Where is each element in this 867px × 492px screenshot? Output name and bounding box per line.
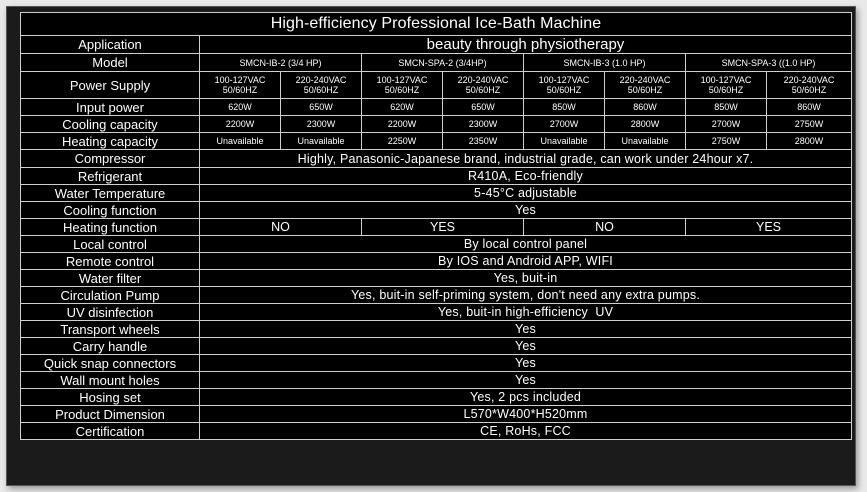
quick-snap-value: Yes xyxy=(200,355,852,372)
row-label: Wall mount holes xyxy=(21,372,200,389)
spec-table xyxy=(20,12,852,440)
cooling-capacity-cell: 2700W xyxy=(686,116,767,133)
voltage: 100-127VAC xyxy=(376,75,428,85)
title-row xyxy=(21,13,852,36)
heating-function-cell: NO xyxy=(524,219,686,236)
row-label: Cooling capacity xyxy=(21,116,200,133)
cooling-capacity-cell: 2300W xyxy=(443,116,524,133)
heating-capacity-cell: 2250W xyxy=(362,133,443,150)
heating-function-cell: YES xyxy=(686,219,852,236)
voltage: 220-240VAC xyxy=(457,75,509,85)
product-dimension-row xyxy=(21,406,852,423)
heating-capacity-row xyxy=(21,133,852,150)
row-label: Input power xyxy=(21,99,200,116)
cooling-function-row xyxy=(21,202,852,219)
remote-control-value: By IOS and Android APP, WIFI xyxy=(200,253,852,270)
power-supply-cell xyxy=(281,72,362,99)
cooling-capacity-cell: 2300W xyxy=(281,116,362,133)
heating-capacity-cell: Unavailable xyxy=(200,133,281,150)
voltage: 100-127VAC xyxy=(700,75,752,85)
row-label: Product Dimension xyxy=(21,406,200,423)
heating-capacity-cell: Unavailable xyxy=(524,133,605,150)
frequency: 50/60HZ xyxy=(384,85,420,95)
refrigerant-value: R410A, Eco-friendly xyxy=(200,168,852,185)
water-filter-row xyxy=(21,270,852,287)
heating-capacity-cell: 2800W xyxy=(767,133,852,150)
power-supply-row xyxy=(21,72,852,99)
model-cell: SMCN-IB-3 (1.0 HP) xyxy=(524,54,686,72)
input-power-cell: 650W xyxy=(443,99,524,116)
product-dimension-value: L570*W400*H520mm xyxy=(200,406,852,423)
cooling-capacity-cell: 2200W xyxy=(362,116,443,133)
application-value: beauty through physiotherapy xyxy=(200,36,852,54)
hosing-set-value: Yes, 2 pcs included xyxy=(200,389,852,406)
power-supply-cell xyxy=(443,72,524,99)
transport-wheels-value: Yes xyxy=(200,321,852,338)
power-supply-cell xyxy=(605,72,686,99)
remote-control-row xyxy=(21,253,852,270)
voltage: 220-240VAC xyxy=(295,75,347,85)
heating-capacity-cell: 2750W xyxy=(686,133,767,150)
cooling-capacity-cell: 2700W xyxy=(524,116,605,133)
heating-function-row xyxy=(21,219,852,236)
input-power-cell: 850W xyxy=(524,99,605,116)
row-label: Local control xyxy=(21,236,200,253)
cooling-function-value: Yes xyxy=(200,202,852,219)
application-row xyxy=(21,36,852,54)
input-power-cell: 860W xyxy=(605,99,686,116)
row-label: Water Temperature xyxy=(21,185,200,202)
compressor-value: Highly, Panasonic-Japanese brand, industrial grade, can work under 24hour x7. xyxy=(200,150,852,168)
row-label: Hosing set xyxy=(21,389,200,406)
row-label: Certification xyxy=(21,423,200,440)
uv-disinfection-value: Yes, buit-in high-efficiency UV xyxy=(200,304,852,321)
quick-snap-row xyxy=(21,355,852,372)
frequency: 50/60HZ xyxy=(222,85,258,95)
row-label: Remote control xyxy=(21,253,200,270)
wall-mount-value: Yes xyxy=(200,372,852,389)
row-label: Compressor xyxy=(21,150,200,168)
input-power-cell: 620W xyxy=(362,99,443,116)
uv-disinfection-row xyxy=(21,304,852,321)
row-label: Refrigerant xyxy=(21,168,200,185)
transport-wheels-row xyxy=(21,321,852,338)
frequency: 50/60HZ xyxy=(303,85,339,95)
voltage: 220-240VAC xyxy=(619,75,671,85)
heating-capacity-cell: Unavailable xyxy=(281,133,362,150)
heating-function-cell: NO xyxy=(200,219,362,236)
water-temperature-row xyxy=(21,185,852,202)
circulation-pump-value: Yes, buit-in self-priming system, don't need any extra pumps. xyxy=(200,287,852,304)
row-label: UV disinfection xyxy=(21,304,200,321)
heating-capacity-cell: Unavailable xyxy=(605,133,686,150)
input-power-cell: 850W xyxy=(686,99,767,116)
input-power-cell: 620W xyxy=(200,99,281,116)
frequency: 50/60HZ xyxy=(627,85,663,95)
voltage: 220-240VAC xyxy=(783,75,835,85)
frequency: 50/60HZ xyxy=(708,85,744,95)
row-label: Quick snap connectors xyxy=(21,355,200,372)
power-supply-cell xyxy=(524,72,605,99)
input-power-row xyxy=(21,99,852,116)
row-label: Water filter xyxy=(21,270,200,287)
row-label: Power Supply xyxy=(21,72,200,99)
cooling-capacity-cell: 2200W xyxy=(200,116,281,133)
row-label: Heating function xyxy=(21,219,200,236)
row-label: Cooling function xyxy=(21,202,200,219)
water-filter-value: Yes, buit-in xyxy=(200,270,852,287)
voltage: 100-127VAC xyxy=(538,75,590,85)
cooling-capacity-row xyxy=(21,116,852,133)
power-supply-cell xyxy=(200,72,281,99)
input-power-cell: 650W xyxy=(281,99,362,116)
model-row xyxy=(21,54,852,72)
row-label: Heating capacity xyxy=(21,133,200,150)
row-label: Transport wheels xyxy=(21,321,200,338)
input-power-cell: 860W xyxy=(767,99,852,116)
model-cell: SMCN-SPA-3 ((1.0 HP) xyxy=(686,54,852,72)
model-cell: SMCN-SPA-2 (3/4HP) xyxy=(362,54,524,72)
spec-sheet-frame xyxy=(6,6,856,486)
water-temperature-value: 5-45°C adjustable xyxy=(200,185,852,202)
certification-value: CE, RoHs, FCC xyxy=(200,423,852,440)
power-supply-cell xyxy=(767,72,852,99)
cooling-capacity-cell: 2800W xyxy=(605,116,686,133)
voltage: 100-127VAC xyxy=(214,75,266,85)
frequency: 50/60HZ xyxy=(791,85,827,95)
refrigerant-row xyxy=(21,168,852,185)
compressor-row xyxy=(21,150,852,168)
circulation-pump-row xyxy=(21,287,852,304)
row-label: Circulation Pump xyxy=(21,287,200,304)
cooling-capacity-cell: 2750W xyxy=(767,116,852,133)
frequency: 50/60HZ xyxy=(465,85,501,95)
local-control-value: By local control panel xyxy=(200,236,852,253)
power-supply-cell xyxy=(362,72,443,99)
power-supply-cell xyxy=(686,72,767,99)
row-label: Carry handle xyxy=(21,338,200,355)
carry-handle-row xyxy=(21,338,852,355)
local-control-row xyxy=(21,236,852,253)
frequency: 50/60HZ xyxy=(546,85,582,95)
table-title: High-efficiency Professional Ice-Bath Machine xyxy=(21,13,852,36)
model-cell: SMCN-IB-2 (3/4 HP) xyxy=(200,54,362,72)
certification-row xyxy=(21,423,852,440)
heating-function-cell: YES xyxy=(362,219,524,236)
wall-mount-row xyxy=(21,372,852,389)
hosing-set-row xyxy=(21,389,852,406)
heating-capacity-cell: 2350W xyxy=(443,133,524,150)
row-label: Application xyxy=(21,36,200,54)
carry-handle-value: Yes xyxy=(200,338,852,355)
row-label: Model xyxy=(21,54,200,72)
